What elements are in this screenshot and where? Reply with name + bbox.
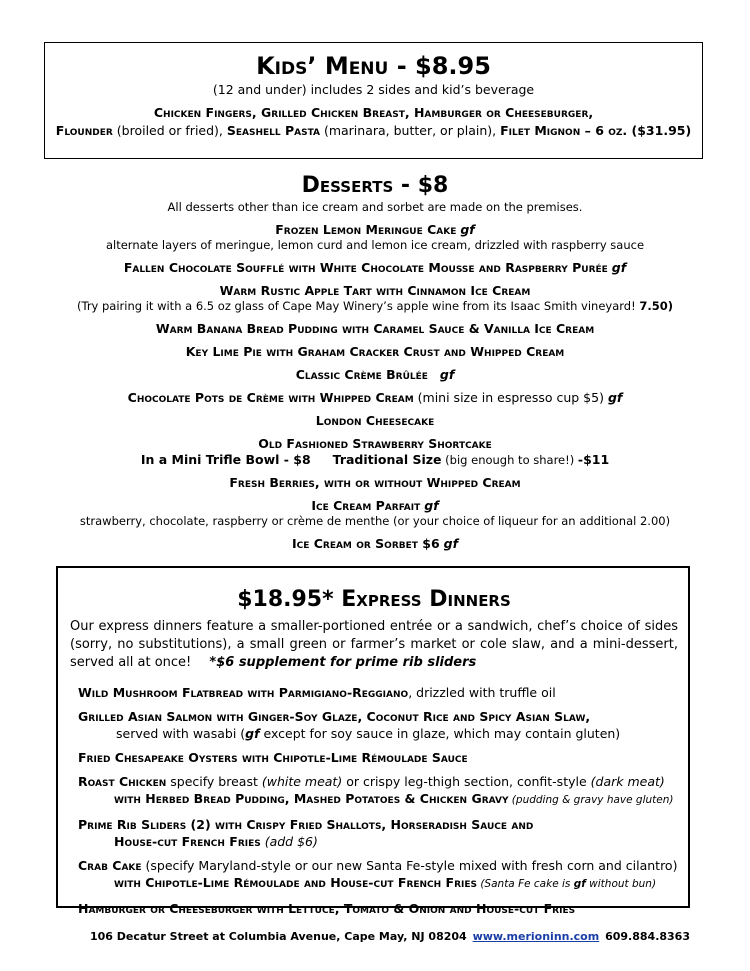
kids-menu-title: Kids’ Menu - $8.95 — [256, 52, 491, 80]
express-item — [78, 773, 678, 809]
dessert-name: Warm Banana Bread Pudding with Caramel Sauce & Vanilla Ice Cream — [155, 321, 595, 336]
kids-item-pasta: Seashell Pasta — [226, 123, 320, 138]
gluten-free-mark: gf — [424, 498, 439, 513]
kids-item-flounder-desc: (broiled or fried), — [112, 123, 227, 138]
express-intro-text: Our express dinners feature a smaller-portioned entrée or a sandwich, chef’s choice of sides (sorry, no substitutions), a small green or farmer’s market or cole slaw, and a mini-dessert, served all at once! — [70, 619, 678, 670]
express-item-name: Hamburger or Cheeseburger with Lettuce, Tomato & Onion and House-cut Fries — [78, 901, 576, 916]
dessert-item — [30, 222, 720, 253]
footer-phone: 609.884.8363 — [605, 930, 690, 943]
kids-menu-box — [44, 42, 703, 159]
desserts-intro: All desserts other than ice cream and sorbet are made on the premises. — [167, 200, 583, 214]
salmon-desc: served with wasabi ( — [116, 726, 246, 741]
chicken-white: (white meat) — [261, 774, 343, 789]
express-item-name: Grilled Asian Salmon with Ginger-Soy Glaze, Coconut Rice and Spicy Asian Slaw, — [78, 709, 591, 724]
dessert-name: Fallen Chocolate Soufflé with White Chocolate Mousse and Raspberry Purée — [123, 260, 608, 275]
dessert-item — [30, 283, 720, 314]
dessert-item — [30, 536, 720, 552]
desserts-section — [30, 172, 720, 552]
express-item — [78, 749, 678, 766]
kids-menu-line-1: Chicken Fingers, Grilled Chicken Breast, Hamburger or Cheeseburger, — [153, 105, 594, 120]
dessert-name: Chocolate Pots de Crème with Whipped Cream — [127, 390, 414, 405]
dessert-note: alternate layers of meringue, lemon curd and lemon ice cream, drizzled with raspberry sauce — [105, 238, 645, 252]
express-item — [78, 900, 678, 917]
chicken-line-2 — [78, 790, 678, 809]
kids-menu-subtitle: (12 and under) includes 2 sides and kid’s beverage — [212, 82, 535, 97]
express-intro — [70, 618, 678, 672]
express-item-desc: , drizzled with truffle oil — [408, 685, 556, 700]
chicken-desc-b: or crispy leg-thigh section, confit-style — [342, 774, 591, 789]
gluten-free-mark: gf — [460, 222, 475, 237]
dessert-name: London Cheesecake — [315, 413, 435, 428]
dessert-item — [30, 498, 720, 529]
dessert-item — [30, 390, 720, 406]
dessert-extra: (mini size in espresso cup $5) — [413, 390, 608, 405]
kids-menu-line-2 — [45, 122, 702, 140]
express-dinners-box — [56, 566, 690, 916]
dessert-name: Fresh Berries, with or without Whipped Cream — [229, 475, 521, 490]
express-item-name: Wild Mushroom Flatbread with Parmigiano-Reggiano — [78, 685, 409, 700]
sliders-fries: House-cut French Fries — [114, 834, 261, 849]
crab-note-rest: without bun) — [585, 878, 657, 890]
crab-line-1 — [78, 857, 678, 874]
express-item-name: Crab Cake — [78, 858, 142, 873]
gluten-free-mark: gf — [245, 726, 260, 741]
kids-item-filet: Filet Mignon – 6 oz. ($31.95) — [500, 123, 692, 138]
dessert-item — [30, 475, 720, 491]
sliders-line-2 — [78, 833, 678, 850]
chicken-desc: specify breast — [166, 774, 262, 789]
express-item — [78, 684, 678, 701]
gluten-free-mark: gf — [611, 260, 627, 275]
dessert-item — [30, 344, 720, 360]
shortcake-sizes — [30, 452, 720, 468]
express-item — [78, 857, 678, 893]
dessert-item — [30, 260, 720, 276]
crab-sides: with Chipotle-Lime Rémoulade and House-cut French Fries — [114, 875, 477, 890]
wine-pairing-note: (Try pairing it with a 6.5 oz glass of Cape May Winery’s apple wine from its Isaac Smith vineyard! — [77, 299, 636, 313]
dessert-item — [30, 436, 720, 468]
dessert-name: Key Lime Pie with Graham Cracker Crust and Whipped Cream — [185, 344, 565, 359]
gluten-free-mark: gf — [607, 390, 623, 405]
shortcake-mini: In a Mini Trifle Bowl - $8 — [140, 452, 311, 467]
express-item-name: Prime Rib Sliders (2) with Crispy Fried Shallots, Horseradish Sauce and — [78, 817, 534, 832]
chicken-dark: (dark meat) — [590, 774, 665, 789]
chicken-line-1 — [78, 773, 678, 790]
kids-menu-items — [45, 104, 702, 140]
shortcake-traditional-price: -$11 — [577, 452, 610, 467]
gluten-free-mark: gf — [573, 878, 586, 890]
crab-line-2 — [78, 874, 678, 893]
sliders-supplement: (add $6) — [260, 834, 318, 849]
kids-item-pasta-desc: (marinara, butter, or plain), — [319, 123, 501, 138]
express-title: $18.95* Express Dinners — [237, 587, 511, 612]
crab-desc: (specify Maryland-style or our new Santa Fe-style mixed with fresh corn and cilantro) — [141, 858, 678, 873]
express-supplement: *$6 supplement for prime rib sliders — [209, 655, 477, 670]
express-item — [78, 708, 678, 742]
gluten-free-mark: gf — [439, 367, 455, 382]
shortcake-traditional: Traditional Size — [332, 452, 442, 467]
dessert-item — [30, 321, 720, 337]
dessert-note — [30, 299, 720, 314]
dessert-name: Classic Crème Brûlée — [295, 367, 428, 382]
dessert-item — [30, 367, 720, 383]
dessert-name: Old Fashioned Strawberry Shortcake — [258, 436, 492, 451]
express-item-name: Roast Chicken — [78, 774, 167, 789]
gluten-free-mark: gf — [443, 536, 459, 551]
express-item — [78, 816, 678, 850]
dessert-note: strawberry, chocolate, raspberry or crème de menthe (or your choice of liqueur for an additional 2.00) — [79, 514, 671, 528]
express-item-desc — [78, 725, 678, 742]
footer — [90, 930, 690, 943]
desserts-title: Desserts - $8 — [301, 173, 449, 198]
kids-item-flounder: Flounder — [55, 123, 113, 138]
footer-address: 106 Decatur Street at Columbia Avenue, Cape May, NJ 08204 — [90, 930, 467, 943]
chicken-sides: with Herbed Bread Pudding, Mashed Potatoes & Chicken Gravy — [114, 791, 509, 806]
wine-pairing-price: 7.50) — [639, 299, 673, 313]
chicken-gluten-note: (pudding & gravy have gluten) — [508, 794, 674, 806]
dessert-name: Ice Cream or Sorbet $6 — [291, 536, 440, 551]
dessert-item — [30, 413, 720, 429]
dessert-name: Warm Rustic Apple Tart with Cinnamon Ice Cream — [219, 283, 531, 298]
express-item-name: Fried Chesapeake Oysters with Chipotle-Lime Rémoulade Sauce — [78, 750, 468, 765]
website-link[interactable]: www.merioninn.com — [472, 930, 600, 943]
dessert-name: Ice Cream Parfait — [311, 498, 421, 513]
salmon-desc-rest: except for soy sauce in glaze, which may contain gluten) — [259, 726, 621, 741]
dessert-name: Frozen Lemon Meringue Cake — [275, 222, 457, 237]
crab-note: (Santa Fe cake is — [477, 878, 574, 890]
shortcake-traditional-note: (big enough to share!) — [441, 453, 578, 467]
